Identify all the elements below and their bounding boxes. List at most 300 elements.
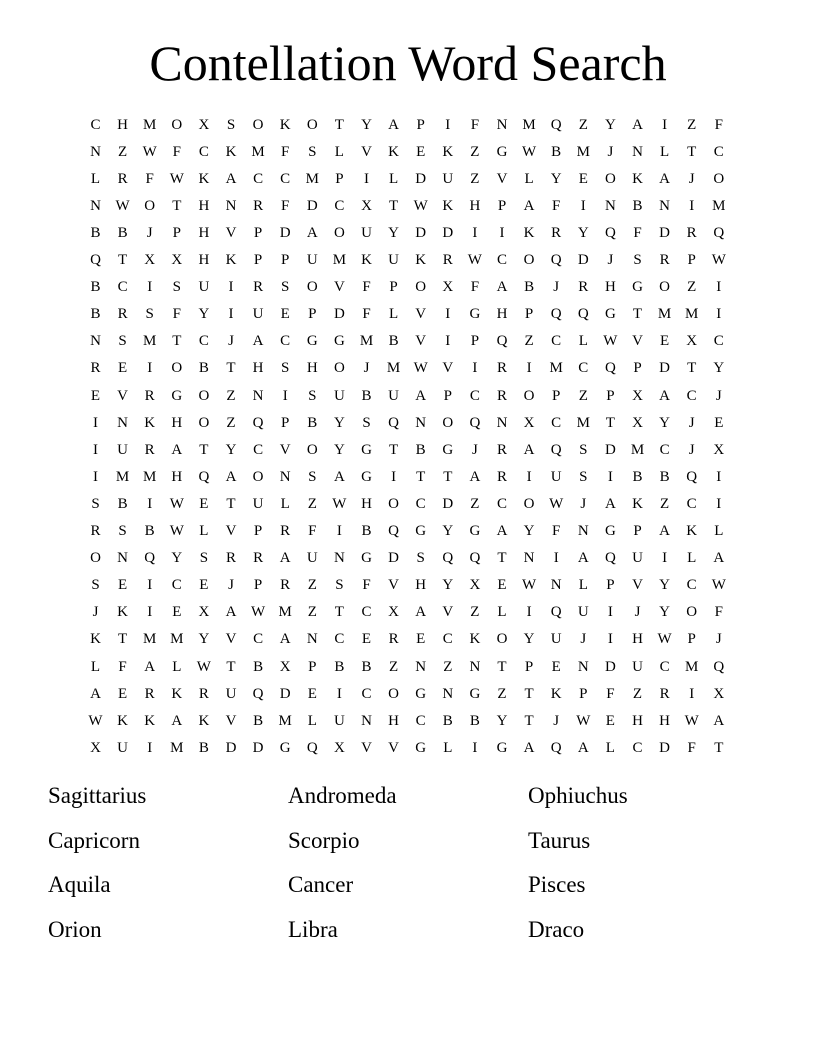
word-list-item: Draco xyxy=(528,916,585,942)
grid-letter: W xyxy=(251,604,266,621)
grid-letter: D xyxy=(306,197,318,214)
word-list-item: Taurus xyxy=(528,827,591,853)
grid-letter: L xyxy=(443,739,453,756)
grid-letter: N xyxy=(415,658,427,675)
grid-letter: L xyxy=(389,306,399,323)
grid-letter: Q xyxy=(144,550,156,567)
grid-letter: R xyxy=(90,523,101,539)
grid-letter: N xyxy=(415,414,427,431)
grid-letter: F xyxy=(714,604,723,621)
grid-letter: A xyxy=(713,712,725,729)
grid-letter: K xyxy=(632,170,643,187)
grid-letter: C xyxy=(632,739,643,756)
grid-letter: R xyxy=(144,387,155,404)
grid-letter: O xyxy=(306,116,318,133)
grid-letter: A xyxy=(144,658,156,675)
grid-letter: U xyxy=(225,685,237,702)
grid-letter: X xyxy=(632,414,643,431)
grid-letter: F xyxy=(552,197,561,214)
grid-letter: F xyxy=(633,224,642,241)
grid-letter: G xyxy=(171,387,183,404)
grid-letter: I xyxy=(553,550,559,567)
grid-letter: O xyxy=(686,604,698,621)
word-list-item: Libra xyxy=(288,916,338,942)
grid-letter: N xyxy=(550,577,562,594)
grid-letter: W xyxy=(711,252,726,268)
grid-letter: B xyxy=(415,441,426,458)
grid-letter: V xyxy=(442,360,454,377)
grid-letter: O xyxy=(388,685,400,702)
grid-letter: O xyxy=(333,360,345,377)
grid-letter: P xyxy=(497,197,507,214)
grid-letter: G xyxy=(333,333,345,350)
grid-letter: N xyxy=(442,685,454,702)
grid-letter: T xyxy=(334,604,344,621)
grid-letter: A xyxy=(659,387,671,404)
grid-letter: Z xyxy=(226,387,236,404)
grid-letter: G xyxy=(306,333,318,350)
grid-letter: M xyxy=(305,170,319,187)
grid-letter: C xyxy=(253,170,264,187)
grid-letter: V xyxy=(388,739,400,756)
grid-letter: F xyxy=(552,523,561,539)
grid-letter: B xyxy=(198,739,209,756)
grid-letter: J xyxy=(553,279,560,296)
grid-letter: W xyxy=(576,712,591,729)
grid-letter: F xyxy=(714,116,723,133)
grid-letter: S xyxy=(118,333,127,350)
grid-letter: U xyxy=(361,224,372,241)
grid-letter: J xyxy=(688,441,695,458)
grid-letter: L xyxy=(660,143,670,160)
grid-letter: H xyxy=(469,197,481,214)
word-list-item: Orion xyxy=(48,916,102,942)
grid-letter: X xyxy=(523,414,535,431)
grid-letter: I xyxy=(445,306,451,323)
grid-letter: V xyxy=(415,333,427,350)
grid-letter: R xyxy=(198,685,209,702)
grid-letter: A xyxy=(523,197,535,214)
grid-letter: P xyxy=(389,279,398,296)
grid-letter: B xyxy=(117,224,128,241)
grid-letter: B xyxy=(90,306,101,323)
grid-letter: C xyxy=(253,631,264,648)
grid-letter: O xyxy=(306,441,318,458)
grid-letter: G xyxy=(604,306,616,323)
grid-letter: B xyxy=(253,658,264,675)
grid-letter: T xyxy=(334,116,344,133)
grid-letter: G xyxy=(469,306,481,323)
grid-letter: Q xyxy=(550,116,562,133)
grid-letter: O xyxy=(171,360,183,377)
grid-letter: I xyxy=(689,685,695,702)
grid-letter: D xyxy=(252,739,264,756)
grid-letter: B xyxy=(524,279,535,296)
grid-letter: U xyxy=(632,658,643,675)
grid-letter: U xyxy=(550,631,562,648)
grid-letter: B xyxy=(388,333,399,350)
word-list-item: Aquila xyxy=(48,872,111,897)
grid-letter: K xyxy=(225,143,237,160)
grid-letter: L xyxy=(334,143,344,160)
grid-letter: O xyxy=(198,414,210,431)
grid-letter: Z xyxy=(389,658,399,675)
grid-letter: H xyxy=(198,252,210,268)
grid-letter: V xyxy=(279,441,291,458)
grid-letter: K xyxy=(442,143,454,160)
grid-letter: J xyxy=(607,252,614,268)
grid-letter: T xyxy=(226,360,236,377)
grid-letter: W xyxy=(522,577,537,594)
grid-letter: S xyxy=(281,279,290,296)
grid-letter: I xyxy=(228,279,234,296)
grid-letter: C xyxy=(551,333,562,350)
grid-letter: D xyxy=(279,685,291,702)
word-list-item: Ophiuchus xyxy=(528,783,628,808)
grid-letter: F xyxy=(172,143,181,160)
grid-letter: G xyxy=(279,739,291,756)
grid-letter: S xyxy=(416,550,425,567)
grid-letter: U xyxy=(577,604,589,621)
grid-letter: W xyxy=(413,197,428,214)
grid-letter: I xyxy=(526,604,532,621)
grid-letter: K xyxy=(144,414,156,431)
page-title: Contellation Word Search xyxy=(149,35,667,91)
grid-letter: R xyxy=(442,252,453,268)
grid-letter: R xyxy=(144,685,155,702)
grid-letter: B xyxy=(659,468,670,485)
grid-letter: T xyxy=(226,658,236,675)
grid-letter: P xyxy=(281,252,290,268)
grid-letter: L xyxy=(578,333,588,350)
grid-letter: L xyxy=(605,739,615,756)
grid-letter: I xyxy=(147,360,153,377)
grid-letter: P xyxy=(253,523,263,539)
grid-letter: M xyxy=(630,441,645,458)
grid-letter: Q xyxy=(604,360,616,377)
grid-letter: C xyxy=(686,387,697,404)
grid-letter: U xyxy=(306,252,318,268)
grid-letter: P xyxy=(524,306,534,323)
grid-letter: J xyxy=(471,441,478,458)
grid-letter: D xyxy=(604,441,616,458)
grid-letter: T xyxy=(687,143,697,160)
grid-letter: Q xyxy=(469,414,481,431)
grid-letter: Q xyxy=(252,414,264,431)
grid-letter: W xyxy=(88,712,103,729)
word-list-item: Capricorn xyxy=(48,827,140,853)
grid-letter: I xyxy=(526,360,532,377)
grid-letter: Z xyxy=(470,170,480,187)
grid-letter: C xyxy=(171,577,182,594)
grid-letter: G xyxy=(361,468,372,485)
grid-letter: Y xyxy=(523,631,535,648)
grid-letter: Y xyxy=(388,224,400,241)
grid-letter: G xyxy=(442,441,454,458)
grid-letter: W xyxy=(413,360,428,377)
grid-letter: S xyxy=(633,252,642,268)
grid-letter: R xyxy=(496,387,507,404)
grid-letter: M xyxy=(143,333,157,350)
grid-letter: N xyxy=(90,143,101,160)
grid-letter: B xyxy=(361,387,372,404)
grid-letter: F xyxy=(606,685,615,702)
grid-letter: T xyxy=(172,197,182,214)
grid-letter: O xyxy=(523,495,535,512)
grid-letter: E xyxy=(172,604,182,621)
grid-letter: C xyxy=(198,143,209,160)
grid-letter: G xyxy=(496,143,508,160)
grid-letter: P xyxy=(579,685,588,702)
grid-letter: Y xyxy=(550,170,562,187)
grid-letter: V xyxy=(442,604,454,621)
grid-letter: Q xyxy=(550,252,562,268)
grid-letter: I xyxy=(716,495,722,512)
grid-letter: E xyxy=(660,333,670,350)
grid-letter: A xyxy=(659,523,671,539)
word-list-item: Cancer xyxy=(288,872,354,897)
grid-letter: S xyxy=(118,523,127,539)
grid-letter: L xyxy=(90,658,101,675)
grid-letter: I xyxy=(364,170,369,187)
grid-letter: A xyxy=(523,739,535,756)
grid-letter: N xyxy=(496,414,508,431)
grid-letter: I xyxy=(147,279,153,296)
grid-letter: Z xyxy=(307,577,317,594)
grid-letter: J xyxy=(228,577,234,594)
grid-letter: L xyxy=(578,577,588,594)
grid-letter: D xyxy=(577,252,589,268)
grid-letter: M xyxy=(386,360,401,377)
grid-letter: H xyxy=(361,495,372,512)
grid-letter: N xyxy=(117,414,129,431)
grid-letter: X xyxy=(279,658,291,675)
grid-letter: C xyxy=(90,116,101,133)
grid-letter: V xyxy=(361,739,372,756)
grid-letter: N xyxy=(90,333,101,350)
grid-letter: I xyxy=(336,685,342,702)
grid-letter: P xyxy=(606,387,615,404)
grid-letter: C xyxy=(659,658,670,675)
grid-letter: Q xyxy=(604,550,616,567)
grid-letter: B xyxy=(253,712,264,729)
grid-letter: B xyxy=(551,143,562,160)
grid-letter: B xyxy=(334,658,345,675)
grid-letter: E xyxy=(118,360,128,377)
grid-letter: A xyxy=(90,685,101,702)
grid-letter: O xyxy=(306,279,318,296)
grid-letter: P xyxy=(335,170,344,187)
grid-letter: P xyxy=(281,414,290,431)
grid-letter: P xyxy=(416,116,425,133)
grid-letter: V xyxy=(225,631,237,648)
grid-letter: B xyxy=(442,712,453,729)
grid-letter: A xyxy=(415,604,427,621)
grid-letter: M xyxy=(143,116,157,133)
grid-letter: T xyxy=(632,306,643,323)
grid-letter: Q xyxy=(496,333,508,350)
grid-letter: A xyxy=(279,550,291,567)
grid-letter: P xyxy=(253,224,263,241)
grid-letter: G xyxy=(415,739,427,756)
grid-letter: F xyxy=(362,279,371,296)
grid-letter: W xyxy=(684,712,699,729)
grid-letter: O xyxy=(659,279,671,296)
grid-letter: S xyxy=(172,279,181,296)
grid-letter: U xyxy=(117,739,129,756)
grid-letter: F xyxy=(118,658,127,675)
grid-letter: K xyxy=(198,170,210,187)
grid-letter: W xyxy=(549,495,564,512)
grid-letter: P xyxy=(308,658,317,675)
grid-letter: E xyxy=(118,685,128,702)
grid-letter: R xyxy=(253,550,264,567)
grid-letter: J xyxy=(715,387,722,404)
grid-letter: W xyxy=(169,523,184,539)
grid-letter: K xyxy=(117,712,129,729)
grid-letter: Y xyxy=(361,116,372,133)
grid-letter: F xyxy=(308,523,317,539)
grid-letter: H xyxy=(252,360,264,377)
grid-letter: C xyxy=(334,631,345,648)
grid-letter: S xyxy=(91,495,100,512)
letter-grid xyxy=(81,110,735,760)
grid-letter: M xyxy=(522,116,536,133)
grid-letter: N xyxy=(496,116,508,133)
grid-letter: L xyxy=(307,712,317,729)
grid-letter: N xyxy=(523,550,535,567)
grid-letter: Q xyxy=(90,252,101,268)
grid-letter: A xyxy=(306,224,318,241)
grid-letter: R xyxy=(578,279,589,296)
grid-letter: Q xyxy=(442,550,454,567)
grid-letter: B xyxy=(144,523,155,539)
grid-letter: H xyxy=(171,414,183,431)
grid-letter: W xyxy=(711,577,726,594)
grid-letter: M xyxy=(576,414,590,431)
word-list xyxy=(48,774,768,954)
grid-letter: C xyxy=(713,143,724,160)
grid-letter: U xyxy=(252,495,264,512)
grid-letter: I xyxy=(147,577,153,594)
grid-letter: L xyxy=(280,495,290,512)
grid-letter: T xyxy=(118,252,128,268)
grid-letter: X xyxy=(90,739,101,756)
grid-letter: U xyxy=(333,712,345,729)
grid-letter: E xyxy=(497,577,507,594)
grid-letter: V xyxy=(333,279,345,296)
grid-letter: X xyxy=(171,252,183,268)
grid-letter: W xyxy=(196,658,211,675)
grid-letter: S xyxy=(308,143,317,160)
grid-letter: Z xyxy=(578,116,588,133)
grid-letter: T xyxy=(524,712,534,729)
grid-letter: H xyxy=(632,631,643,648)
grid-letter: G xyxy=(632,279,643,296)
grid-letter: F xyxy=(362,577,371,594)
grid-letter: J xyxy=(688,170,695,187)
grid-letter: J xyxy=(92,604,99,621)
grid-letter: C xyxy=(659,441,670,458)
grid-letter: Z xyxy=(307,495,317,512)
grid-letter: H xyxy=(198,224,210,241)
grid-letter: U xyxy=(388,252,400,268)
grid-letter: W xyxy=(467,252,482,268)
grid-letter: H xyxy=(659,712,671,729)
grid-letter: R xyxy=(253,279,264,296)
grid-letter: D xyxy=(415,224,427,241)
grid-letter: M xyxy=(170,631,184,648)
grid-letter: R xyxy=(117,306,128,323)
grid-letter: I xyxy=(147,495,153,512)
grid-letter: N xyxy=(333,550,345,567)
grid-letter: V xyxy=(632,577,643,594)
grid-letter: S xyxy=(281,360,290,377)
grid-letter: D xyxy=(333,306,345,323)
grid-letter: I xyxy=(662,116,668,133)
grid-letter: Z xyxy=(660,495,670,512)
grid-letter: N xyxy=(469,658,481,675)
grid-letter: C xyxy=(686,577,697,594)
grid-letter: C xyxy=(198,333,209,350)
grid-letter: P xyxy=(633,523,642,539)
grid-letter: V xyxy=(117,387,129,404)
grid-letter: E xyxy=(416,631,426,648)
grid-letter: A xyxy=(632,116,643,133)
grid-letter: G xyxy=(469,523,481,539)
grid-letter: L xyxy=(172,658,182,675)
grid-letter: P xyxy=(552,387,561,404)
grid-letter: W xyxy=(522,143,537,160)
grid-letter: Y xyxy=(713,360,725,377)
grid-letter: S xyxy=(199,550,209,567)
grid-letter: J xyxy=(580,495,587,512)
grid-letter: S xyxy=(145,306,154,323)
grid-letter: Q xyxy=(550,306,562,323)
grid-letter: Z xyxy=(497,685,507,702)
grid-letter: S xyxy=(308,468,317,485)
grid-letter: A xyxy=(469,468,481,485)
grid-letter: I xyxy=(607,604,613,621)
grid-letter: Z xyxy=(470,495,480,512)
grid-letter: E xyxy=(361,631,372,648)
grid-letter: R xyxy=(659,685,670,702)
grid-letter: O xyxy=(523,252,535,268)
grid-letter: I xyxy=(716,279,722,296)
grid-letter: X xyxy=(361,197,372,214)
grid-letter: O xyxy=(252,468,264,485)
grid-letter: X xyxy=(442,279,454,296)
grid-letter: J xyxy=(146,224,153,241)
grid-letter: T xyxy=(687,360,697,377)
grid-letter: F xyxy=(172,306,181,323)
grid-letter: N xyxy=(279,468,291,485)
grid-letter: V xyxy=(361,143,372,160)
grid-letter: I xyxy=(336,523,342,539)
grid-letter: H xyxy=(632,712,643,729)
grid-letter: X xyxy=(198,116,210,133)
grid-letter: F xyxy=(362,306,371,323)
grid-letter: M xyxy=(549,360,563,377)
grid-letter: A xyxy=(496,279,508,296)
grid-letter: M xyxy=(251,143,265,160)
grid-letter: Q xyxy=(713,224,725,241)
grid-letter: P xyxy=(687,252,696,268)
grid-letter: Y xyxy=(659,577,671,594)
grid-letter: R xyxy=(90,360,101,377)
grid-letter: I xyxy=(716,306,722,323)
grid-letter: A xyxy=(225,468,237,485)
